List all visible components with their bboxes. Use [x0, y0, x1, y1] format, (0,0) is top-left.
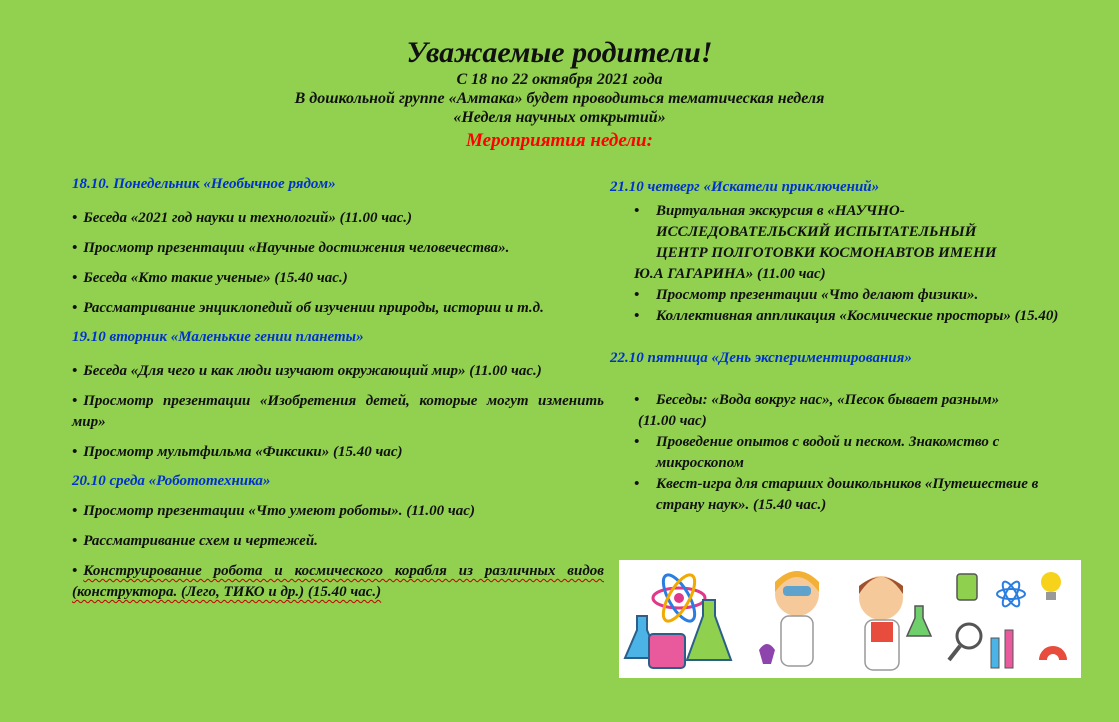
bullet-icon: •	[72, 300, 78, 316]
list-item: • Беседа «Кто такие ученые» (15.40 час.)	[72, 270, 348, 286]
list-item: • Просмотр мультфильма «Фиксики» (15.40 час)	[72, 444, 403, 460]
list-item: • Коллективная аппликация «Космические просторы» (15.40)	[610, 306, 1080, 327]
bullet-icon: •	[72, 503, 78, 519]
science-kids-icon	[619, 560, 1081, 678]
list-item: • Просмотр презентации «Изобретения детей, которые могут изменить мир»	[72, 393, 604, 430]
list-item: • Беседы: «Вода вокруг нас», «Песок бывает разным»	[610, 390, 1080, 411]
list-item: • Рассматривание схем и чертежей.	[72, 533, 318, 549]
list-item: • Проведение опытов с водой и песком. Знакомство с микроскопом	[634, 434, 1000, 471]
list-item-continuation: (11.00 час)	[638, 413, 707, 429]
day-heading-friday: 22.10 пятница «День экспериментирования»	[610, 350, 912, 366]
date-range: С 18 по 22 октября 2021 года	[456, 71, 663, 88]
right-column	[610, 178, 1080, 516]
list-item: • Просмотр презентации «Что делают физики».	[610, 285, 1080, 306]
bullet-icon: •	[634, 203, 640, 219]
bullet-icon: •	[72, 270, 78, 286]
bullet-icon: •	[634, 308, 640, 324]
bullet-icon: •	[72, 444, 78, 460]
bullet-icon: •	[72, 533, 78, 549]
list-item: • Беседа «2021 год науки и технологий» (11.00 час.)	[72, 210, 413, 226]
left-column	[72, 175, 604, 612]
bullet-icon: •	[634, 392, 640, 408]
day-heading-thursday: 21.10 четверг «Искатели приключений»	[610, 179, 880, 195]
bullet-icon: •	[72, 563, 78, 579]
list-item: • Беседа «Для чего и как люди изучают окружающий мир» (11.00 час.)	[72, 363, 542, 379]
day-heading-tuesday: 19.10 вторник «Маленькие гении планеты»	[72, 329, 364, 345]
science-illustration	[619, 560, 1081, 678]
list-item: • Просмотр презентации «Что умеют роботы». (11.00 час)	[72, 503, 475, 519]
page-title: Уважаемые родители!	[406, 36, 713, 69]
list-item: • Виртуальная экскурсия в «НАУЧНО- ИССЛЕДОВАТЕЛЬСКИЙ ИСПЫТАТЕЛЬНЫЙ ЦЕНТР ПОЛГОТОВКИ КОСМОНАВТОВ ИМЕНИ	[634, 203, 997, 261]
day-heading-monday: 18.10. Понедельник «Необычное рядом»	[72, 176, 336, 192]
header	[0, 36, 1119, 153]
announcement: В дошкольной группе «Амтака» будет проводиться тематическая неделя	[294, 90, 825, 107]
bullet-icon: •	[72, 240, 78, 256]
bullet-icon: •	[72, 363, 78, 379]
list-item: • Просмотр презентации «Научные достижения человечества».	[72, 240, 510, 256]
list-item: • Рассматривание энциклопедий об изучении природы, истории и т.д.	[72, 300, 544, 316]
bullet-icon: •	[72, 210, 78, 226]
bullet-icon: •	[634, 476, 640, 492]
bullet-icon: •	[72, 393, 78, 409]
list-item-continuation: Ю.А ГАГАРИНА» (11.00 час)	[634, 266, 826, 282]
day-heading-wednesday: 20.10 среда «Робототехника»	[72, 473, 271, 489]
week-name: «Неделя научных открытий»	[453, 109, 666, 126]
list-item: • Квест-игра для старших дошкольников «Путешествие в страну наук». (15.40 час.)	[634, 476, 1039, 513]
bullet-icon: •	[634, 287, 640, 303]
events-heading: Мероприятия недели:	[466, 130, 653, 151]
bullet-icon: •	[634, 434, 640, 450]
list-item: • Конструирование робота и космического корабля из различных видов (конструктора. (Лего, ТИКО и др.) (15.40 час.)	[72, 563, 604, 600]
